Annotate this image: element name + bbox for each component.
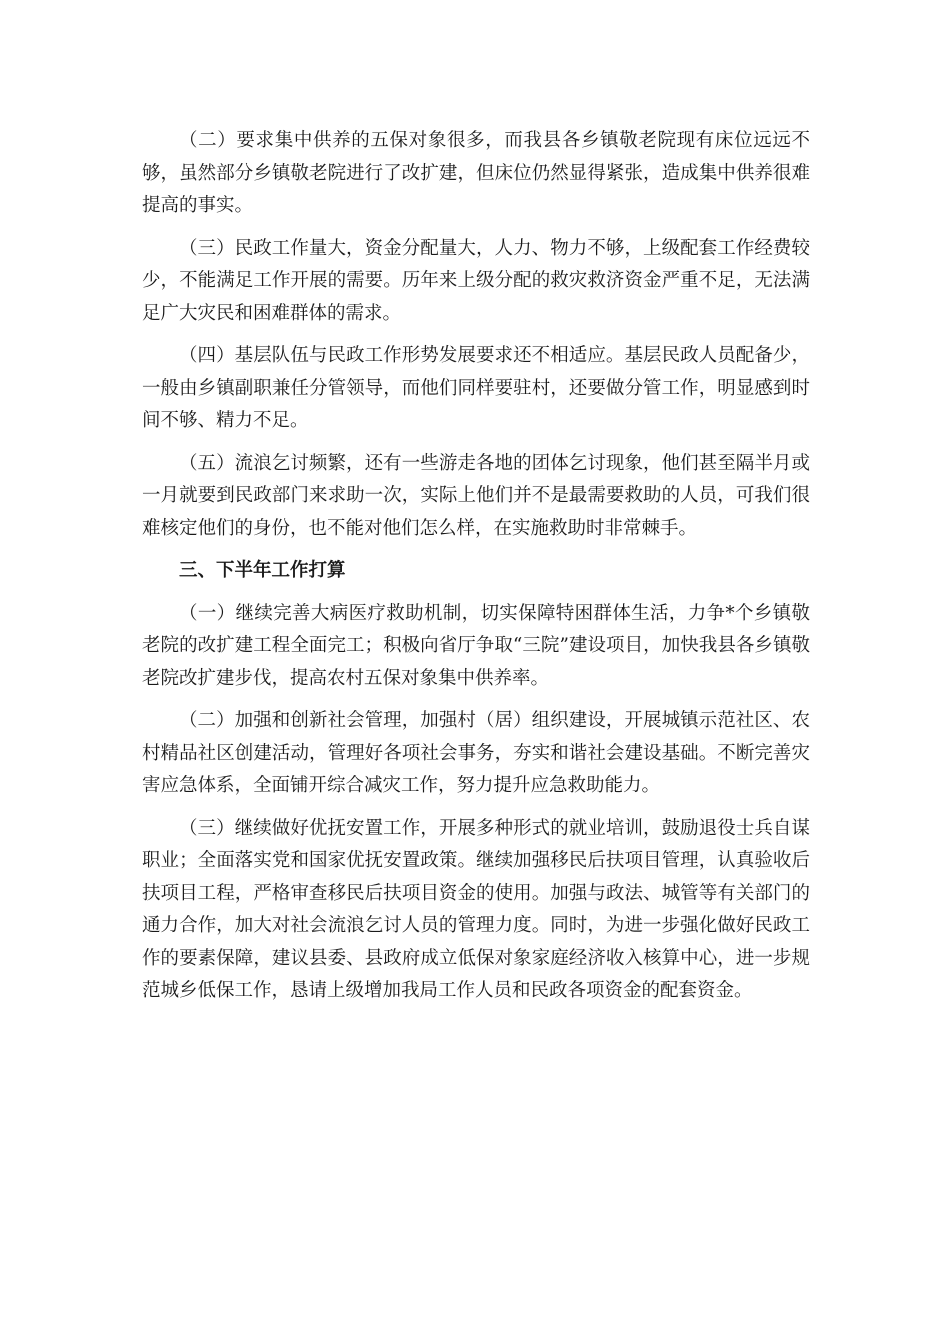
paragraph-5-vagrancy: （五）流浪乞讨频繁，还有一些游走各地的团体乞讨现象，他们甚至隔半月或一月就要到民政部门来求助一次，实际上他们并不是最需要救助的人员，可我们很难核定他们的身份，也不能对他们怎么样，在实施救助时非常棘手。 bbox=[142, 452, 810, 539]
paragraph-2-bed-shortage: （二）要求集中供养的五保对象很多，而我县各乡镇敬老院现有床位远远不够，虽然部分乡镇敬老院进行了改扩建，但床位仍然显得紧张，造成集中供养很难提高的事实。 bbox=[142, 130, 810, 216]
document-body bbox=[142, 125, 810, 1018]
paragraph-4-grassroots-staff: （四）基层队伍与民政工作形势发展要求还不相适应。基层民政人员配备少，一般由乡镇副职兼任分管领导，而他们同样要驻村，还要做分管工作，明显感到时间不够、精力不足。 bbox=[142, 345, 810, 431]
section-heading: 三、下半年工作打算 bbox=[179, 560, 346, 581]
paragraph-3-funding-shortage: （三）民政工作量大，资金分配量大，人力、物力不够，上级配套工作经费较少，不能满足工作开展的需要。历年来上级分配的救灾救济资金严重不足，无法满足广大灾民和困难群体的需求。 bbox=[142, 237, 810, 324]
plan-paragraph-3: （三）继续做好优抚安置工作，开展多种形式的就业培训，鼓励退役士兵自谋职业；全面落实党和国家优抚安置政策。继续加强移民后扶项目管理，认真验收后扶项目工程，严格审查移民后扶项目资金的使用。加强与政法、城管等有关部门的通力合作，加大对社会流浪乞讨人员的管理力度。同时，为进一步强化做好民政工作的要素保障，建议县委、县政府成立低保对象家庭经济收入核算中心，进一步规范城乡低保工作，恳请上级增加我局工作人员和民政各项资金的配套资金。 bbox=[142, 817, 810, 1001]
plan-paragraph-2: （二）加强和创新社会管理，加强村（居）组织建设，开展城镇示范社区、农村精品社区创建活动，管理好各项社会事务，夯实和谐社会建设基础。不断完善灾害应急体系，全面铺开综合减灾工作，努力提升应急救助能力。 bbox=[142, 710, 810, 796]
plan-paragraph-1: （一）继续完善大病医疗救助机制，切实保障特困群体生活，力争*个乡镇敬老院的改扩建工程全面完工；积极向省厅争取“三院”建设项目，加快我县各乡镇敬老院改扩建步伐，提高农村五保对象集中供养率。 bbox=[142, 602, 810, 689]
